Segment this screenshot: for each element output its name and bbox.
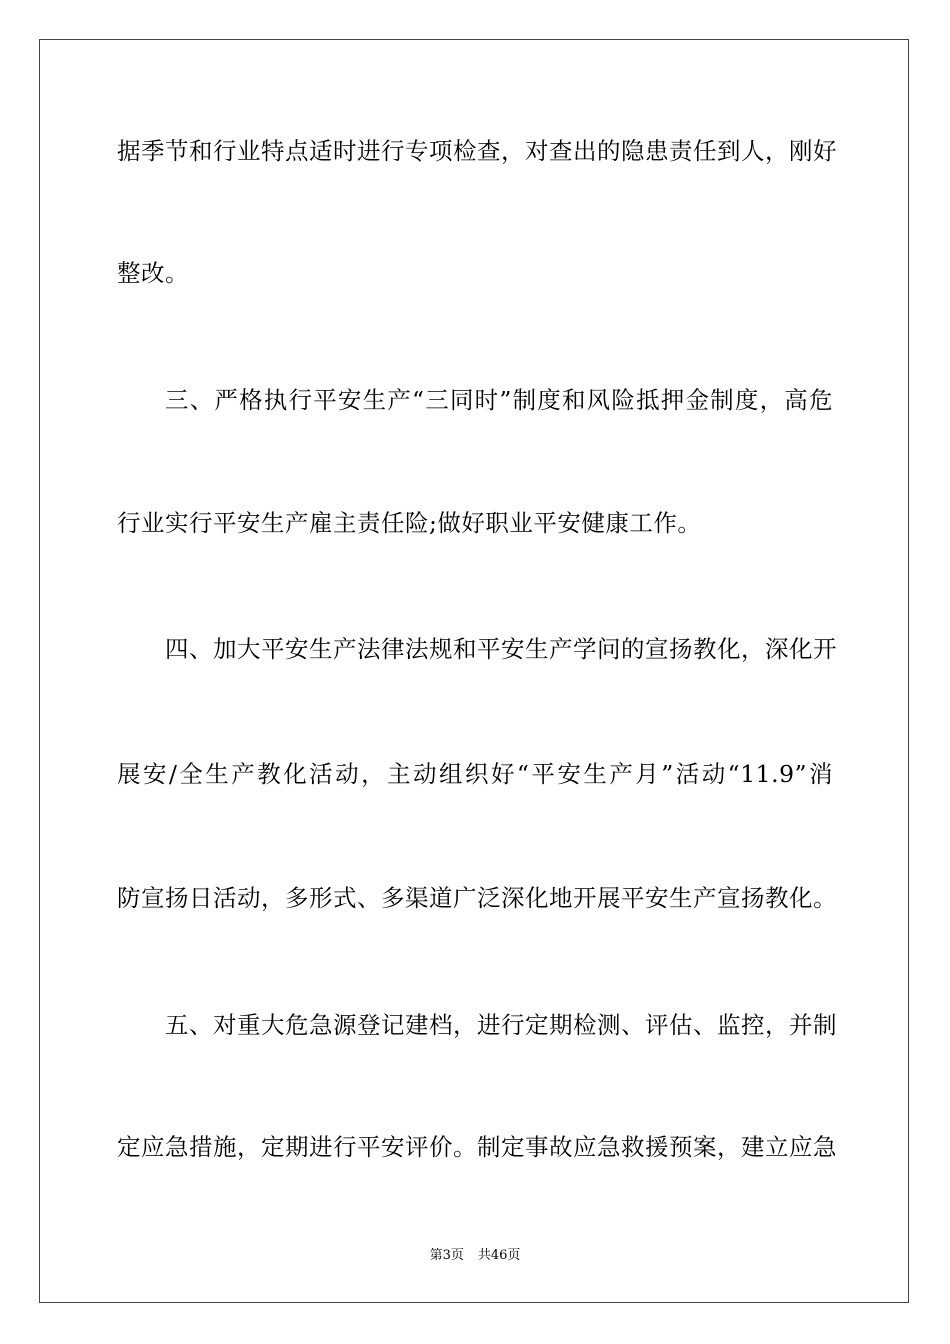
current-page-label: 第3页 — [429, 1248, 464, 1263]
text-line: 整改。 — [117, 259, 189, 287]
text-line: 四、加大平安生产法律法规和平安生产学问的宣扬教化，深化开 — [165, 635, 837, 663]
text-line: 行业实行平安生产雇主责任险;做好职业平安健康工作。 — [117, 509, 702, 537]
text-line: 防宣扬日活动，多形式、多渠道广泛深化地开展平安生产宣扬教化。 — [117, 884, 837, 912]
text-line: 展安/全生产教化活动，主动组织好“平安生产月”活动“11.9”消 — [117, 760, 833, 788]
page-border — [39, 39, 909, 1303]
text-line: 五、对重大危急源登记建档，进行定期检测、评估、监控，并制 — [165, 1011, 837, 1039]
text-line: 定应急措施，定期进行平安评价。制定事故应急救援预案，建立应急 — [117, 1133, 837, 1161]
text-line: 三、严格执行平安生产“三同时”制度和风险抵押金制度，高危 — [165, 386, 833, 414]
page-footer — [0, 1247, 950, 1265]
text-line: 据季节和行业特点适时进行专项检查，对查出的隐患责任到人，刚好 — [117, 137, 837, 165]
total-pages-label: 共46页 — [477, 1248, 521, 1263]
